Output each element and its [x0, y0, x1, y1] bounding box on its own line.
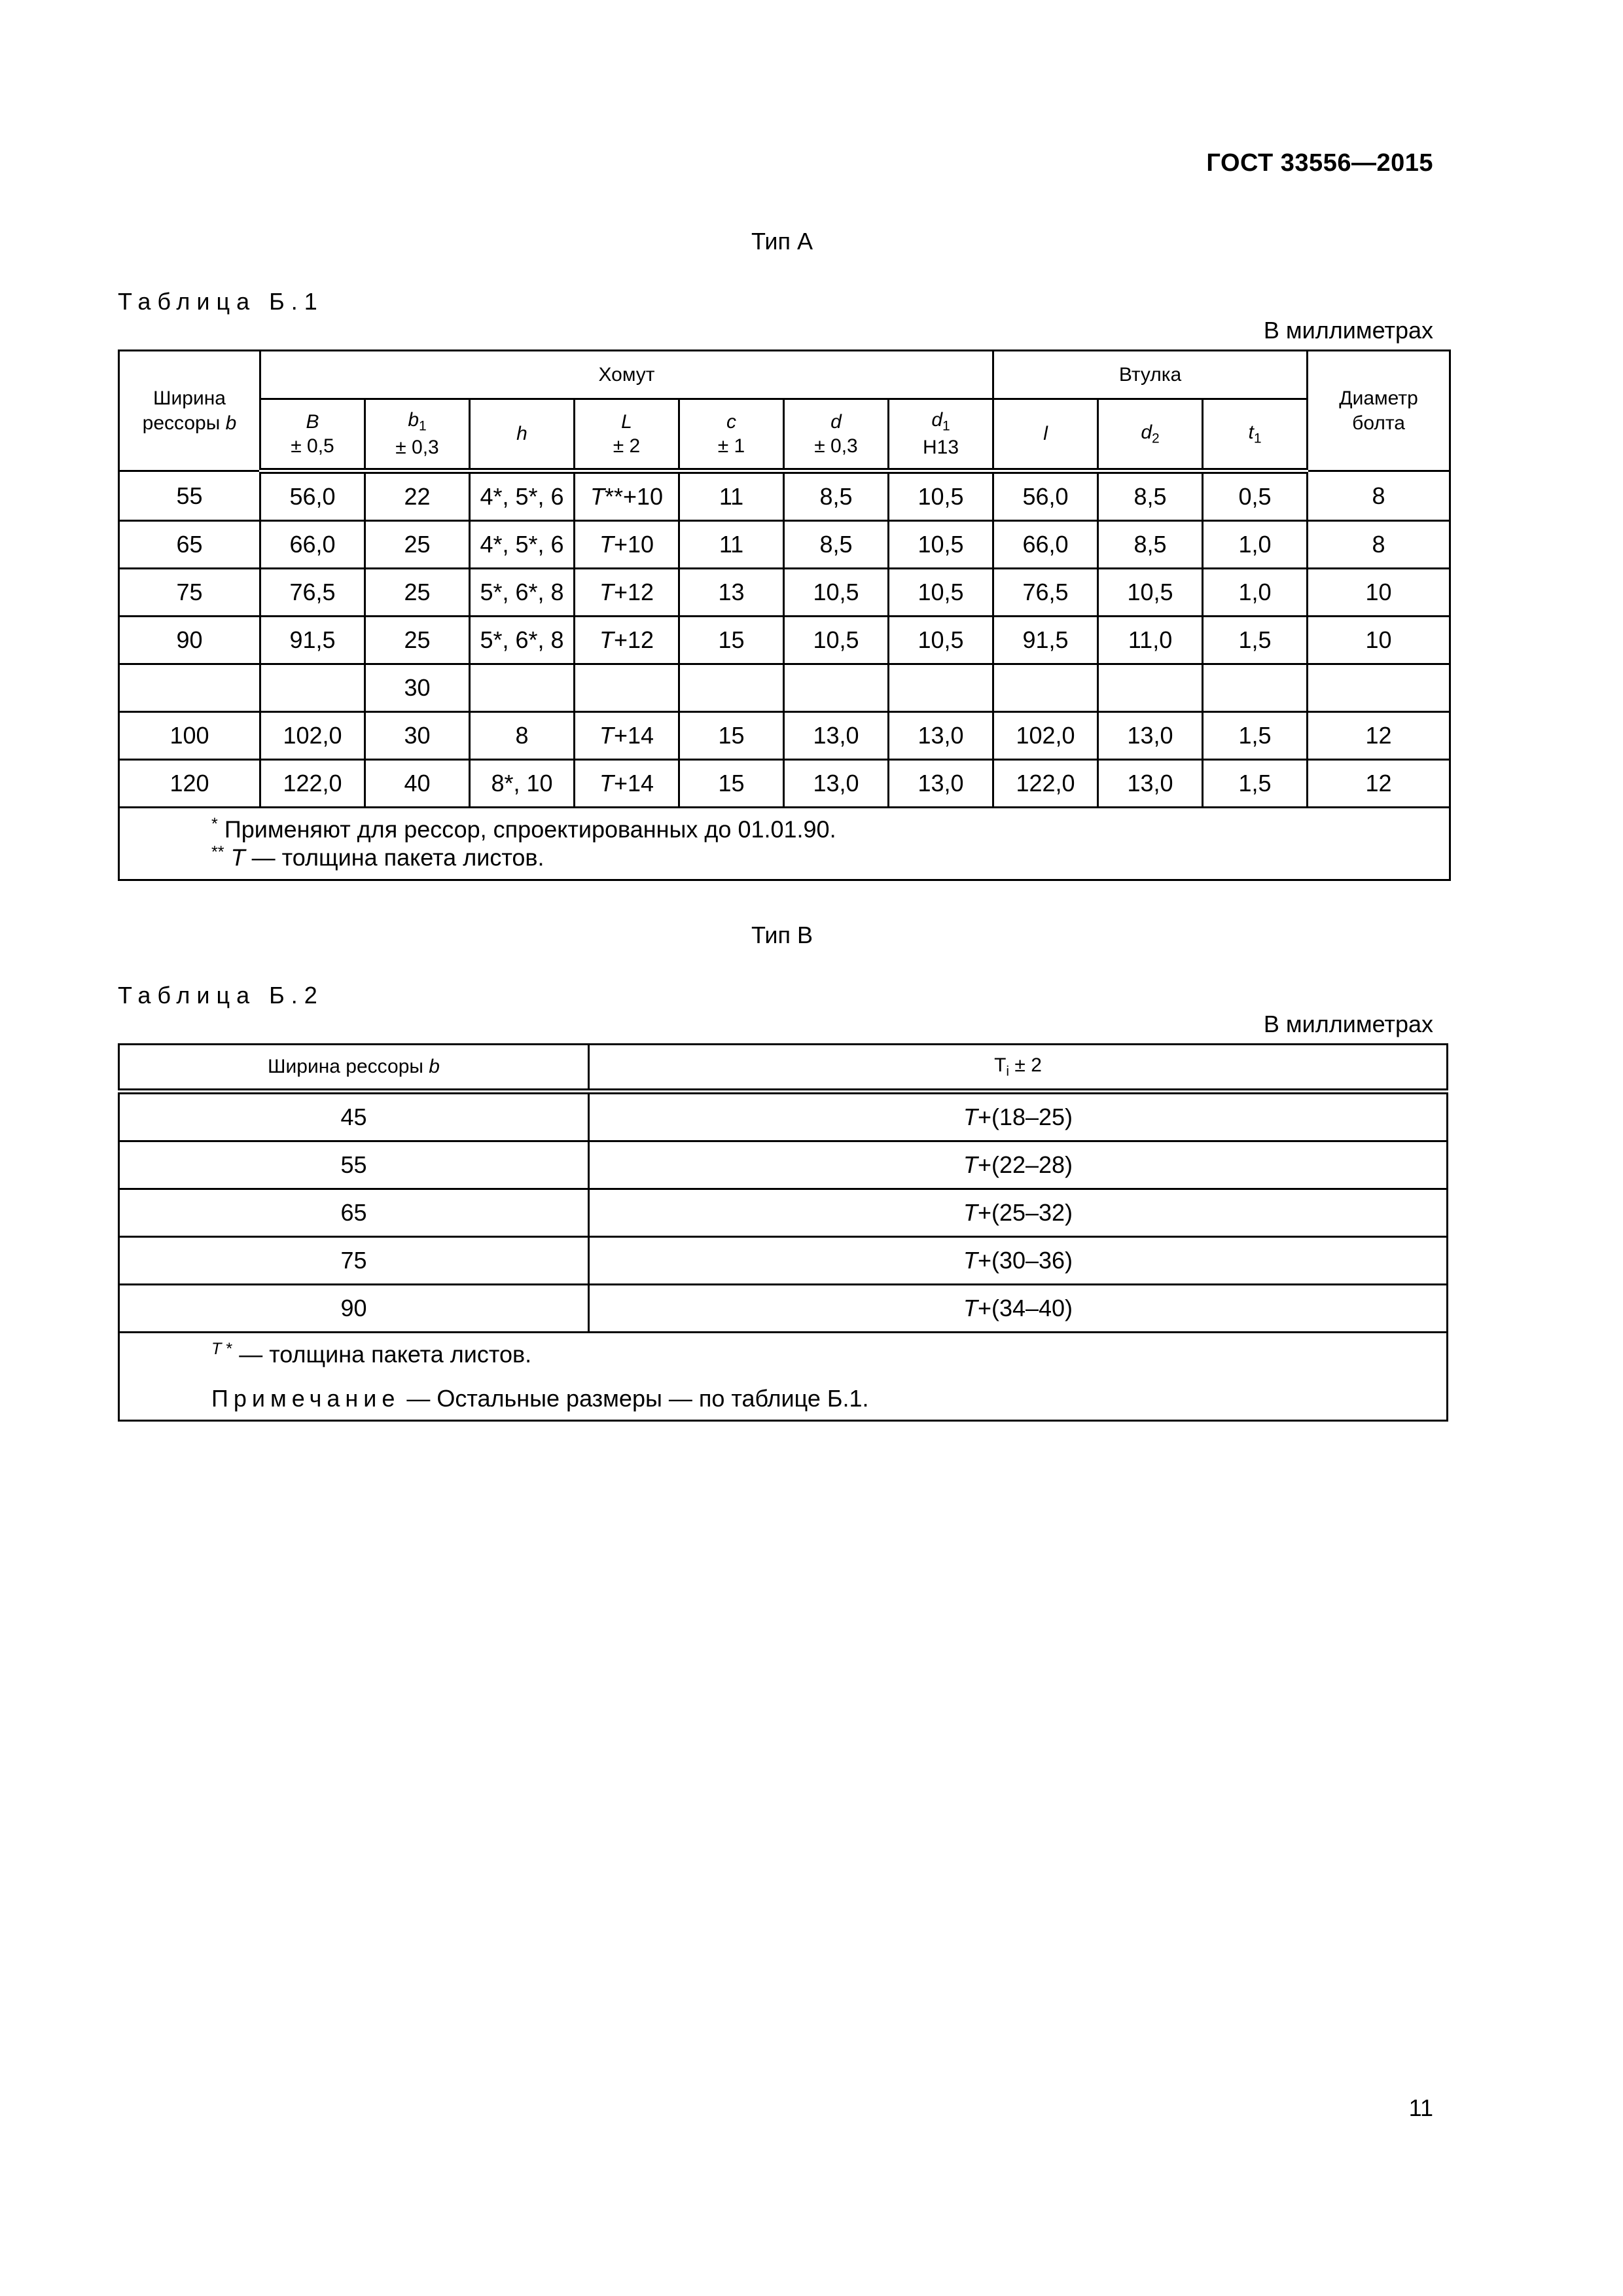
- cell-width: 65: [119, 521, 260, 569]
- table-row: [119, 1189, 1448, 1237]
- cell-width: 55: [119, 471, 260, 521]
- table-row: [119, 664, 1450, 712]
- cell-c: 15: [679, 760, 784, 808]
- cell-width: 75: [119, 1237, 589, 1285]
- header-bolt-diameter: Диаметр болта: [1308, 351, 1450, 471]
- table-b2: [118, 1043, 1448, 1422]
- cell-B: 122,0: [260, 760, 365, 808]
- cell-c: 13: [679, 569, 784, 617]
- cell-d1: 10,5: [889, 617, 993, 664]
- cell-B: 91,5: [260, 617, 365, 664]
- cell-l: 122,0: [993, 760, 1098, 808]
- cell-ti: T+(25–32): [589, 1189, 1448, 1237]
- cell-bolt: 8: [1308, 521, 1450, 569]
- cell-t1: 1,0: [1203, 569, 1308, 617]
- cell-c: 11: [679, 471, 784, 521]
- table-row: [119, 1285, 1448, 1333]
- cell-L: T+14: [575, 712, 679, 760]
- cell-B: [260, 664, 365, 712]
- cell-h: [470, 664, 575, 712]
- cell-b1: 22: [365, 471, 470, 521]
- header-width: Ширина рессоры b: [119, 1045, 589, 1092]
- cell-bolt: [1308, 664, 1450, 712]
- cell-bolt: 12: [1308, 760, 1450, 808]
- cell-d: 10,5: [784, 617, 889, 664]
- table-row: [119, 521, 1450, 569]
- cell-d1: 10,5: [889, 569, 993, 617]
- cell-l: 102,0: [993, 712, 1098, 760]
- cell-bolt: 8: [1308, 471, 1450, 521]
- type-b-title: Тип В: [751, 922, 813, 948]
- header-l: l: [993, 399, 1098, 471]
- header-h: h: [470, 399, 575, 471]
- type-a-title: Тип А: [751, 228, 813, 255]
- table-row: [119, 1092, 1448, 1141]
- table-b1-note-1: * Применяют для рессор, спроектированных до 01.01.90.: [211, 815, 836, 843]
- cell-b1: 25: [365, 521, 470, 569]
- header-clamp: Хомут: [260, 351, 993, 399]
- cell-width: 65: [119, 1189, 589, 1237]
- cell-width: 55: [119, 1141, 589, 1189]
- cell-d2: 10,5: [1098, 569, 1203, 617]
- cell-d1: 13,0: [889, 760, 993, 808]
- cell-L: T+12: [575, 569, 679, 617]
- cell-t1: 1,5: [1203, 712, 1308, 760]
- cell-h: 8: [470, 712, 575, 760]
- cell-d1: [889, 664, 993, 712]
- cell-L: T**+10: [575, 471, 679, 521]
- cell-d1: 10,5: [889, 471, 993, 521]
- table-b1-notes: [119, 808, 1450, 880]
- cell-width: 90: [119, 617, 260, 664]
- cell-width: 100: [119, 712, 260, 760]
- cell-t1: [1203, 664, 1308, 712]
- cell-d2: 13,0: [1098, 760, 1203, 808]
- table-b1-caption: Таблица Б.1: [118, 288, 324, 315]
- cell-c: [679, 664, 784, 712]
- cell-h: 5*, 6*, 8: [470, 617, 575, 664]
- cell-d2: 13,0: [1098, 712, 1203, 760]
- cell-width: 45: [119, 1092, 589, 1141]
- cell-width: 75: [119, 569, 260, 617]
- cell-L: T+10: [575, 521, 679, 569]
- table-row: [119, 712, 1450, 760]
- cell-b1: 40: [365, 760, 470, 808]
- table-b2-caption: Таблица Б.2: [118, 982, 324, 1009]
- header-d1: $d_1$ H13: [889, 399, 993, 471]
- cell-d2: [1098, 664, 1203, 712]
- cell-d2: 8,5: [1098, 471, 1203, 521]
- header-t1: $t_1$: [1203, 399, 1308, 471]
- cell-l: 66,0: [993, 521, 1098, 569]
- cell-h: 4*, 5*, 6: [470, 521, 575, 569]
- header-d2: $d_2$: [1098, 399, 1203, 471]
- cell-t1: 1,5: [1203, 760, 1308, 808]
- cell-B: 66,0: [260, 521, 365, 569]
- header-d: d ± 0,3: [784, 399, 889, 471]
- header-b1: $b_1$ ± 0,3: [365, 399, 470, 471]
- standard-number: ГОСТ 33556—2015: [1206, 149, 1433, 177]
- cell-c: 11: [679, 521, 784, 569]
- cell-bolt: 10: [1308, 617, 1450, 664]
- page-number: 11: [1408, 2094, 1433, 2121]
- cell-bolt: 10: [1308, 569, 1450, 617]
- cell-ti: T+(30–36): [589, 1237, 1448, 1285]
- table-row: [119, 1237, 1448, 1285]
- cell-b1: 25: [365, 617, 470, 664]
- header-ti: $T_i \pm 2$: [589, 1045, 1448, 1092]
- table-b1-units: В миллиметрах: [1263, 317, 1433, 344]
- cell-b1: 30: [365, 712, 470, 760]
- cell-d2: 11,0: [1098, 617, 1203, 664]
- cell-d: [784, 664, 889, 712]
- cell-ti: T+(34–40): [589, 1285, 1448, 1333]
- cell-t1: 1,0: [1203, 521, 1308, 569]
- cell-b1: 25: [365, 569, 470, 617]
- cell-t1: 0,5: [1203, 471, 1308, 521]
- cell-ti: T+(18–25): [589, 1092, 1448, 1141]
- cell-b1: 30: [365, 664, 470, 712]
- cell-l: 91,5: [993, 617, 1098, 664]
- header-width: Ширина рессоры b: [119, 351, 260, 471]
- table-row: [119, 617, 1450, 664]
- cell-L: [575, 664, 679, 712]
- header-c: c ± 1: [679, 399, 784, 471]
- cell-L: T+12: [575, 617, 679, 664]
- table-b1-note-2: ** T — толщина пакета листов.: [211, 842, 544, 871]
- cell-d1: 13,0: [889, 712, 993, 760]
- cell-c: 15: [679, 617, 784, 664]
- cell-l: 56,0: [993, 471, 1098, 521]
- cell-h: 5*, 6*, 8: [470, 569, 575, 617]
- cell-h: 8*, 10: [470, 760, 575, 808]
- cell-d1: 10,5: [889, 521, 993, 569]
- table-b2-notes: [119, 1333, 1448, 1421]
- header-L: L ± 2: [575, 399, 679, 471]
- cell-B: 76,5: [260, 569, 365, 617]
- cell-width: 120: [119, 760, 260, 808]
- cell-l: [993, 664, 1098, 712]
- cell-d2: 8,5: [1098, 521, 1203, 569]
- cell-l: 76,5: [993, 569, 1098, 617]
- cell-L: T+14: [575, 760, 679, 808]
- table-row: [119, 569, 1450, 617]
- cell-d: 13,0: [784, 760, 889, 808]
- cell-d: 8,5: [784, 471, 889, 521]
- table-b2-note-1: $^{T *}$ — толщина пакета листов.: [211, 1340, 532, 1368]
- cell-h: 4*, 5*, 6: [470, 471, 575, 521]
- table-row: [119, 471, 1450, 521]
- header-bushing: Втулка: [993, 351, 1308, 399]
- cell-width: 90: [119, 1285, 589, 1333]
- header-B: B ± 0,5: [260, 399, 365, 471]
- cell-t1: 1,5: [1203, 617, 1308, 664]
- cell-width: [119, 664, 260, 712]
- cell-bolt: 12: [1308, 712, 1450, 760]
- table-b1: [118, 350, 1451, 881]
- cell-B: 102,0: [260, 712, 365, 760]
- cell-ti: T+(22–28): [589, 1141, 1448, 1189]
- table-b2-note-2: Примечание — Остальные размеры — по таблице Б.1.: [211, 1384, 869, 1412]
- table-b2-units: В миллиметрах: [1263, 1011, 1433, 1037]
- cell-c: 15: [679, 712, 784, 760]
- table-row: [119, 1141, 1448, 1189]
- cell-B: 56,0: [260, 471, 365, 521]
- cell-d: 10,5: [784, 569, 889, 617]
- cell-d: 13,0: [784, 712, 889, 760]
- cell-d: 8,5: [784, 521, 889, 569]
- table-row: [119, 760, 1450, 808]
